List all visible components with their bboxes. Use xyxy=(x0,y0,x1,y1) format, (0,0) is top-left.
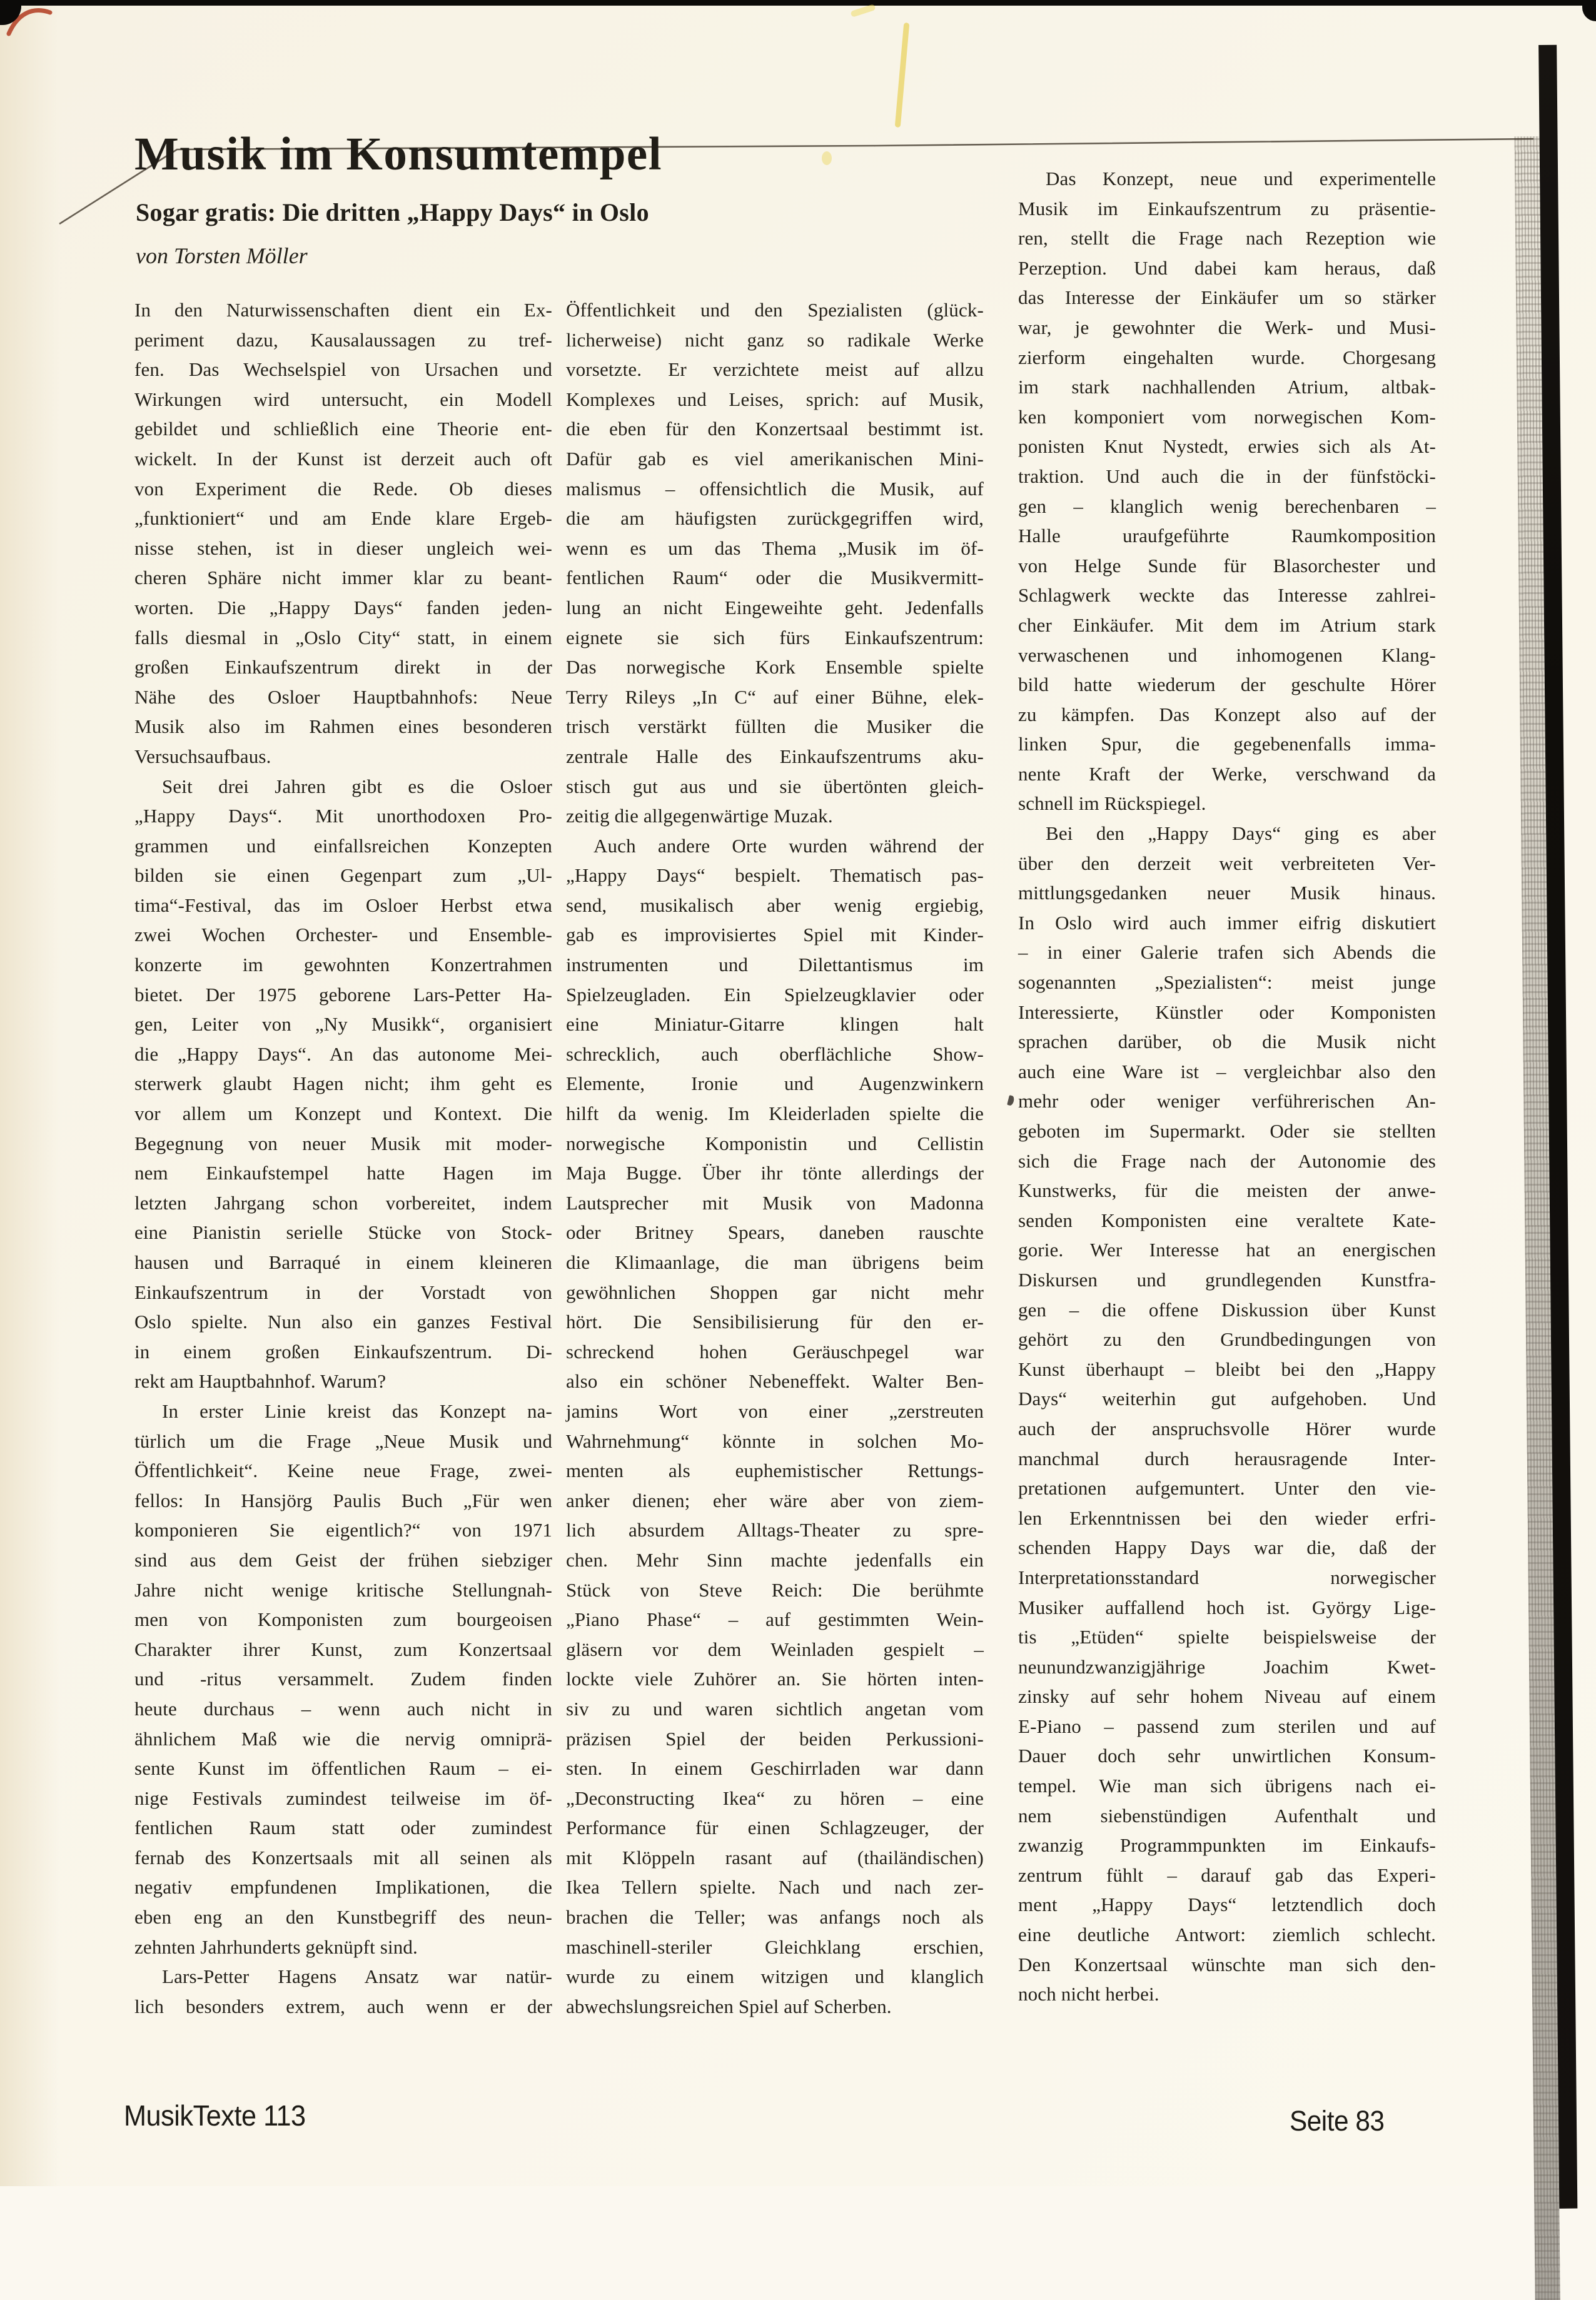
page-left-shadow xyxy=(0,0,59,2186)
text-line: Jahre nicht wenige kritische Stellungnah- xyxy=(134,1578,552,1601)
text-line: vor allem um Konzept und Kontext. Die xyxy=(134,1102,552,1125)
text-line: eine deutliche Antwort: ziemlich schlecht. xyxy=(1018,1924,1436,1946)
text-line: gewöhnlichen Shoppen gar nicht mehr xyxy=(566,1281,984,1303)
text-line: Halle uraufgeführte Raumkomposition xyxy=(1018,525,1436,547)
text-line: maschinell-steriler Gleichklang erschien, xyxy=(566,1935,984,1958)
text-line: siv zu und waren sichtlich angetan vom xyxy=(566,1697,984,1720)
text-line: licherweise) nicht ganz so radikale Werke xyxy=(566,328,984,351)
text-line: fellos: In Hansjörg Paulis Buch „Für wen xyxy=(134,1489,552,1511)
text-line: zentrale Halle des Einkaufszentrums aku- xyxy=(566,745,984,767)
text-column xyxy=(134,295,552,2021)
text-line: Das Konzept, neue und experimentelle xyxy=(1046,168,1436,189)
text-line: Schlagwerk weckte das Interesse zahlrei- xyxy=(1018,584,1436,607)
text-line: „Deconstructing Ikea“ zu hören – eine xyxy=(566,1787,984,1809)
text-line: cher Einkäufer. Mit dem im Atrium stark xyxy=(1018,613,1436,636)
text-line: sten. In einem Geschirrladen war dann xyxy=(566,1757,984,1780)
text-line: lung an nicht Eingeweihte geht. Jedenfalls xyxy=(566,596,984,618)
text-line: hilft da wenig. Im Kleiderladen spielte die xyxy=(566,1102,984,1125)
text-line: Musiker auffallend hoch ist. György Lige- xyxy=(1018,1596,1436,1618)
text-line: negativ empfundenen Implikationen, die xyxy=(134,1876,552,1899)
text-line: heute durchaus – wenn auch nicht in xyxy=(134,1697,552,1720)
text-line: eignete sie sich fürs Einkaufszentrum: xyxy=(566,626,984,648)
text-line: Komplexes und Leises, sprich: auf Musik, xyxy=(566,388,984,410)
text-line: Perzeption. Und dabei kam heraus, daß xyxy=(1018,256,1436,279)
text-line: anker dienen; eher wäre aber von ziem- xyxy=(566,1489,984,1511)
text-line: abwechslungsreichen Spiel auf Scherben. xyxy=(566,1995,892,2017)
text-line: Dauer doch sehr unwirtlichen Konsum- xyxy=(1018,1745,1436,1767)
text-line: worten. Die „Happy Days“ fanden jeden- xyxy=(134,596,552,618)
text-line: Das norwegische Kork Ensemble spielte xyxy=(566,656,984,678)
text-line: von Helge Sunde für Blasorchester und xyxy=(1018,554,1436,577)
text-line: Spielzeugladen. Ein Spielzeugklavier oder xyxy=(566,983,984,1006)
text-line: „Happy Days“ bespielt. Thematisch pas- xyxy=(566,864,984,887)
text-line: E-Piano – passend zum sterilen und auf xyxy=(1018,1715,1436,1737)
text-line: und -ritus versammelt. Zudem finden xyxy=(134,1668,552,1690)
text-line: im stark nachhallenden Atrium, altbak- xyxy=(1018,376,1436,398)
text-line: sind aus dem Geist der frühen siebziger xyxy=(134,1548,552,1571)
text-line: nisse stehen, ist in dieser ungleich wei- xyxy=(134,537,552,559)
text-line: Interessierte, Künstler oder Komponisten xyxy=(1018,1001,1436,1023)
text-line: noch nicht herbei. xyxy=(1018,1983,1159,2005)
text-line: hausen und Barraqué in einem kleineren xyxy=(134,1251,552,1273)
text-line: hört. Die Sensibilisierung für den er- xyxy=(566,1311,984,1333)
text-line: Einkaufszentrum in der Vorstadt von xyxy=(134,1281,552,1303)
text-line: gen – klanglich wenig berechenbaren – xyxy=(1018,495,1436,517)
text-line: eben eng an den Kunstbegriff des neun- xyxy=(134,1906,552,1929)
text-line: brachen die Teller; was anfangs noch als xyxy=(566,1906,984,1929)
text-line: Seit drei Jahren gibt es die Osloer xyxy=(162,775,552,797)
text-line: Nähe des Osloer Hauptbahnhofs: Neue xyxy=(134,685,552,708)
text-line: schrecklich, auch oberflächliche Show- xyxy=(566,1042,984,1065)
text-line: nente Kraft der Werke, verschwand da xyxy=(1018,762,1436,785)
text-line: sente Kunst im öffentlichen Raum – ei- xyxy=(134,1757,552,1780)
text-line: tis „Etüden“ spielte beispielsweise der xyxy=(1018,1626,1436,1648)
text-line: Performance für einen Schlagzeuger, der xyxy=(566,1817,984,1839)
text-line: zierform eingehalten wurde. Chorgesang xyxy=(1018,346,1436,368)
text-line: fentlichen Raum“ oder die Musikvermitt- xyxy=(566,567,984,589)
text-line: wurde zu einem witzigen und klanglich xyxy=(566,1965,984,1988)
text-line: die eben für den Konzertsaal bestimmt ist. xyxy=(566,418,984,440)
text-line: Den Konzertsaal wünschte man sich den- xyxy=(1018,1953,1436,1975)
text-line: konzerte im gewohnten Konzertrahmen xyxy=(134,954,552,976)
text-line: In Oslo wird auch immer eifrig diskutiert xyxy=(1018,911,1436,934)
text-line: auch eine Ware ist – vergleichbar also den xyxy=(1018,1060,1436,1082)
text-line: – in einer Galerie trafen sich Abends die xyxy=(1018,941,1436,964)
text-line: ähnlichem Maß wie die nervig omniprä- xyxy=(134,1727,552,1750)
text-line: türlich um die Frage „Neue Musik und xyxy=(134,1430,552,1452)
text-line: von Experiment die Rede. Ob dieses xyxy=(134,477,552,500)
text-line: Musik also im Rahmen eines besonderen xyxy=(134,715,552,738)
text-line: schenden Happy Days war die, daß der xyxy=(1018,1536,1436,1559)
text-line: also ein schöner Nebeneffekt. Walter Ben- xyxy=(566,1370,984,1393)
text-line: linken Spur, die gegebenenfalls imma- xyxy=(1018,733,1436,755)
text-column xyxy=(1018,164,1436,2009)
text-line: rekt am Hauptbahnhof. Warum? xyxy=(134,1370,386,1393)
text-line: Öffentlichkeit“. Keine neue Frage, zwei- xyxy=(134,1460,552,1482)
text-line: vorsetzte. Er verzichtete meist auf allzu xyxy=(566,358,984,381)
text-line: die am häufigsten zurückgegriffen wird, xyxy=(566,507,984,530)
text-line: Dafür gab es viel amerikanischen Mini- xyxy=(566,447,984,470)
text-line: nem siebenstündigen Aufenthalt und xyxy=(1018,1804,1436,1827)
text-line: nige Festivals zumindest teilweise im öf- xyxy=(134,1787,552,1809)
text-line: großen Einkaufszentrum direkt in der xyxy=(134,656,552,678)
text-line: bietet. Der 1975 geborene Lars-Petter Ha- xyxy=(134,983,552,1006)
text-line: die „Happy Days“. An das autonome Mei- xyxy=(134,1042,552,1065)
text-line: Auch andere Orte wurden während der xyxy=(593,834,984,857)
text-line: pretationen aufgemuntert. Unter den vie- xyxy=(1018,1477,1436,1500)
text-line: len Erkenntnissen bei den wieder erfri- xyxy=(1018,1506,1436,1529)
text-line: wickelt. In der Kunst ist derzeit auch oft xyxy=(134,447,552,470)
text-line: geboten im Supermarkt. Oder sie stellten xyxy=(1018,1120,1436,1142)
text-line: in einem großen Einkaufszentrum. Di- xyxy=(134,1340,552,1363)
text-line: sogenannten „Spezialisten“: meist junge xyxy=(1018,971,1436,994)
text-line: sich die Frage nach der Autonomie des xyxy=(1018,1149,1436,1172)
text-line: die Klimaanlage, die man übrigens beim xyxy=(566,1251,984,1273)
text-line: komponieren Sie eigentlich?“ von 1971 xyxy=(134,1519,552,1541)
text-line: Charakter ihrer Kunst, zum Konzertsaal xyxy=(134,1638,552,1660)
text-line: menten als euphemistischer Rettungs- xyxy=(566,1460,984,1482)
text-line: mehr oder weniger verführerischen An- xyxy=(1018,1090,1436,1112)
text-line: Versuchsaufbaus. xyxy=(134,745,271,767)
text-line: ken komponiert vom norwegischen Kom- xyxy=(1018,405,1436,428)
text-line: über den derzeit weit verbreiteten Ver- xyxy=(1018,852,1436,874)
article-title: Musik im Konsumtempel xyxy=(134,128,663,180)
text-line: zwanzig Programmpunkten im Einkaufs- xyxy=(1018,1834,1436,1857)
text-line: lockte viele Zuhörer an. Sie hörten inten- xyxy=(566,1668,984,1690)
binding-spine xyxy=(1513,36,1582,2201)
text-line: gen – die offene Diskussion über Kunst xyxy=(1018,1298,1436,1321)
text-line: Lars-Petter Hagens Ansatz war natür- xyxy=(162,1965,552,1988)
scan-artifact-yellow xyxy=(895,23,910,128)
text-line: send, musikalisch aber wenig ergiebig, xyxy=(566,894,984,916)
page-number-label: Seite 83 xyxy=(1290,2105,1385,2137)
article-byline: von Torsten Möller xyxy=(136,243,308,268)
text-line: Stück von Steve Reich: Die berühmte xyxy=(566,1578,984,1601)
text-line: chen. Mehr Sinn machte jedenfalls ein xyxy=(566,1548,984,1571)
text-line: sterwerk glaubt Hagen nicht; ihm geht es xyxy=(134,1072,552,1095)
text-line: Terry Rileys „In C“ auf einer Bühne, elek- xyxy=(566,685,984,708)
text-line: fentlichen Raum statt oder zumindest xyxy=(134,1817,552,1839)
text-line: jamins Wort von einer „zerstreuten xyxy=(566,1400,984,1422)
article-subtitle: Sogar gratis: Die dritten „Happy Days“ in Oslo xyxy=(136,198,649,226)
text-line: zehnten Jahrhunderts geknüpft sind. xyxy=(134,1935,418,1958)
text-line: mit Klöppeln rasant auf (thailändischen) xyxy=(566,1846,984,1869)
text-line: traktion. Und auch die in der fünfstöcki- xyxy=(1018,465,1436,487)
text-line: oder Britney Spears, daneben rauschte xyxy=(566,1221,984,1244)
text-line: nem Einkaufstempel hatte Hagen im xyxy=(134,1162,552,1184)
text-line: „Piano Phase“ – auf gestimmten Wein- xyxy=(566,1608,984,1631)
text-line: norwegische Komponistin und Cellistin xyxy=(566,1132,984,1154)
text-line: Kunstwerks, für die meisten der anwe- xyxy=(1018,1179,1436,1202)
text-line: Diskursen und grundlegenden Kunstfra- xyxy=(1018,1268,1436,1291)
text-line: präzisen Spiel der beiden Perkussioni- xyxy=(566,1727,984,1750)
text-line: gebildet und schließlich eine Theorie ent- xyxy=(134,418,552,440)
text-line: zwei Wochen Orchester- und Ensemble- xyxy=(134,924,552,946)
scan-corner-topright xyxy=(1582,0,1596,21)
text-line: Ikea Tellern spielte. Nach und nach zer- xyxy=(566,1876,984,1899)
scan-top-strip xyxy=(0,0,1596,6)
text-line: auch der anspruchsvolle Hörer wurde xyxy=(1018,1417,1436,1440)
text-line: gehört zu den Grundbedingungen von xyxy=(1018,1328,1436,1351)
text-line: ment „Happy Days“ letztendlich doch xyxy=(1018,1894,1436,1916)
text-line: Wirkungen wird untersucht, ein Modell xyxy=(134,388,552,410)
text-line: zentrum fühlt – darauf gab das Experi- xyxy=(1018,1864,1436,1886)
text-line: „Happy Days“. Mit unorthodoxen Pro- xyxy=(134,805,552,827)
text-line: Musik im Einkaufszentrum zu präsentie- xyxy=(1018,197,1436,219)
text-line: falls diesmal in „Oslo City“ statt, in einem xyxy=(134,626,552,648)
text-line: Bei den „Happy Days“ ging es aber xyxy=(1046,822,1436,845)
text-line: gläsern vor dem Weinladen gespielt – xyxy=(566,1638,984,1660)
text-line: In den Naturwissenschaften dient ein Ex- xyxy=(134,299,552,321)
scan-artifact-speck xyxy=(1007,1095,1015,1106)
text-line: Öffentlichkeit und den Spezialisten (glück- xyxy=(566,299,984,321)
text-line: sprachen darüber, ob die Musik nicht xyxy=(1018,1031,1436,1053)
text-line: lich absurdem Alltags-Theater zu spre- xyxy=(566,1519,984,1541)
journal-issue-label: MusikTexte 113 xyxy=(124,2099,306,2132)
text-line: men von Komponisten zum bourgeoisen xyxy=(134,1608,552,1631)
text-line: fen. Das Wechselspiel von Ursachen und xyxy=(134,358,552,381)
text-line: „funktioniert“ und am Ende klare Ergeb- xyxy=(134,507,552,530)
text-line: In erster Linie kreist das Konzept na- xyxy=(162,1400,552,1422)
text-line: trisch verstärkt füllten die Musiker die xyxy=(566,715,984,738)
text-line: fernab des Konzertsaals mit all seinen als xyxy=(134,1846,552,1869)
text-line: periment dazu, Kausalaussagen zu tref- xyxy=(134,328,552,351)
text-line: eine Pianistin serielle Stücke von Stock- xyxy=(134,1221,552,1244)
text-line: bild hatte wiederum der geschulte Hörer xyxy=(1018,673,1436,696)
text-line: war, je gewohnter die Werk- und Musi- xyxy=(1018,316,1436,338)
text-line: neunundzwanzigjährige Joachim Kwet- xyxy=(1018,1655,1436,1678)
text-line: zu kämpfen. Das Konzept also auf der xyxy=(1018,703,1436,725)
text-line: Interpretationsstandard norwegischer xyxy=(1018,1566,1436,1588)
text-line: tima“-Festival, das im Osloer Herbst etwa xyxy=(134,894,552,916)
text-line: Elemente, Ironie und Augenzwinkern xyxy=(566,1072,984,1095)
text-line: Wahrnehmung“ könnte in solchen Mo- xyxy=(566,1430,984,1452)
text-line: gen, Leiter von „Ny Musikk“, organisiert xyxy=(134,1013,552,1036)
text-line: instrumenten und Dilettantismus im xyxy=(566,954,984,976)
text-line: gab es improvisiertes Spiel mit Kinder- xyxy=(566,924,984,946)
text-line: ren, stellt die Frage nach Rezeption wie xyxy=(1018,227,1436,250)
text-line: mittlungsgedanken neuer Musik hinaus. xyxy=(1018,882,1436,904)
text-line: senden Komponisten eine veraltete Kate- xyxy=(1018,1209,1436,1231)
text-line: cheren Sphäre nicht immer klar zu beant- xyxy=(134,567,552,589)
text-line: malismus – offensichtlich die Musik, auf xyxy=(566,477,984,500)
text-line: Maja Bugge. Über ihr tönte allerdings der xyxy=(566,1162,984,1184)
text-column xyxy=(566,295,984,2021)
text-line: stisch gut aus und sie übertönten gleich- xyxy=(566,775,984,797)
text-line: letzten Jahrgang schon vorbereitet, indem xyxy=(134,1191,552,1214)
text-line: Days“ weiterhin gut aufgehoben. Und xyxy=(1018,1388,1436,1410)
text-line: zeitig die allgegenwärtige Muzak. xyxy=(566,805,833,827)
text-line: Kunst überhaupt – bleibt bei den „Happy xyxy=(1018,1358,1436,1380)
text-line: das Interesse der Einkäufer um so stärker xyxy=(1018,286,1436,309)
text-line: gorie. Wer Interesse hat an energischen xyxy=(1018,1239,1436,1261)
text-line: ponisten Knut Nystedt, erwies sich als At- xyxy=(1018,435,1436,458)
text-line: grammen und einfallsreichen Konzepten xyxy=(134,834,552,857)
text-line: manchmal durch herausragende Inter- xyxy=(1018,1447,1436,1470)
text-line: zinsky auf sehr hohem Niveau auf einem xyxy=(1018,1685,1436,1708)
text-line: Lautsprecher mit Musik von Madonna xyxy=(566,1191,984,1214)
text-line: bilden sie einen Gegenpart zum „Ul- xyxy=(134,864,552,887)
scan-artifact-yellow xyxy=(850,4,876,18)
text-line: tempel. Wie man sich übrigens nach ei- xyxy=(1018,1775,1436,1797)
text-line: verwaschenen und inhomogenen Klang- xyxy=(1018,643,1436,666)
text-line: eine Miniatur-Gitarre klingen halt xyxy=(566,1013,984,1036)
text-line: Begegnung von neuer Musik mit moder- xyxy=(134,1132,552,1154)
text-line: Oslo spielte. Nun also ein ganzes Festival xyxy=(134,1311,552,1333)
text-line: wenn es um das Thema „Musik im öf- xyxy=(566,537,984,559)
text-line: lich besonders extrem, auch wenn er der xyxy=(134,1995,552,2017)
text-line: schnell im Rückspiegel. xyxy=(1018,792,1206,815)
text-line: schreckend hohen Geräuschpegel war xyxy=(566,1340,984,1363)
